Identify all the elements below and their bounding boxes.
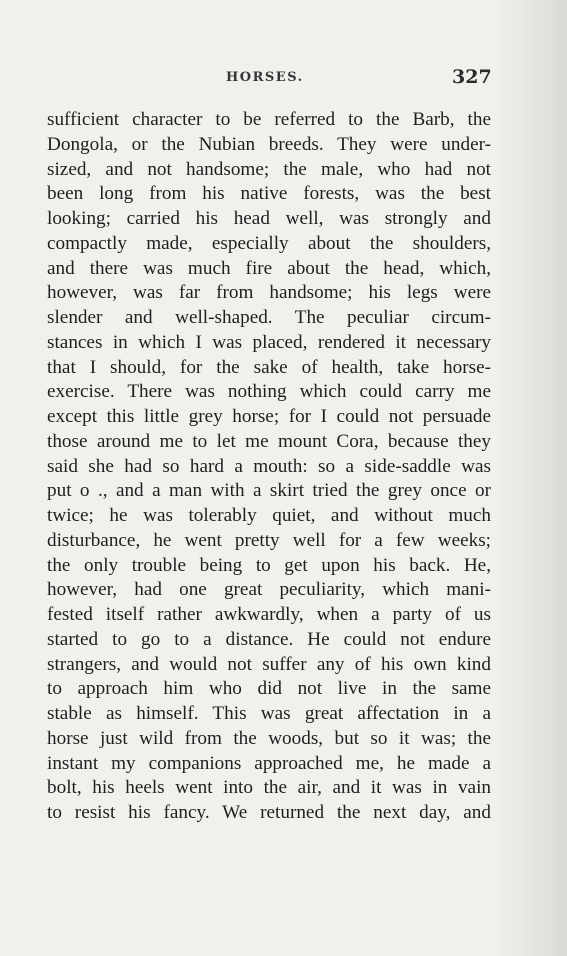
text-line: sized, and not handsome; the male, who had not: [47, 158, 491, 180]
text-line: instant my companions approached me, he made a: [47, 752, 491, 774]
text-line: horse just wild from the woods, but so it was; the: [47, 727, 491, 749]
page-number: 327: [452, 66, 492, 88]
text-line: those around me to let me mount Cora, because they: [47, 430, 491, 452]
text-line: the only trouble being to get upon his back. He,: [47, 554, 491, 576]
text-line: been long from his native forests, was the best: [47, 183, 491, 205]
text-line: to resist his fancy. We returned the next day, and: [47, 802, 491, 823]
text-line: said she had so hard a mouth: so a side-saddle was: [47, 455, 491, 477]
page-edge-shadow: [497, 0, 567, 956]
text-line: except this little grey horse; for I could not persuade: [47, 406, 491, 427]
running-head: [0, 66, 567, 90]
text-line: stances in which I was placed, rendered it necessary: [47, 331, 491, 353]
text-line: that I should, for the sake of health, take horse-: [47, 356, 491, 378]
text-line: bolt, his heels went into the air, and it was in vain: [47, 777, 491, 799]
text-line: started to go to a distance. He could not endure: [47, 628, 491, 650]
text-line: sufficient character to be referred to the Barb, the: [47, 109, 491, 130]
text-line: looking; carried his head well, was strongly and: [47, 208, 491, 229]
text-line: strangers, and would not suffer any of his own kind: [47, 653, 491, 675]
text-line: slender and well-shaped. The peculiar circum-: [47, 307, 491, 328]
text-line: disturbance, he went pretty well for a few weeks;: [47, 529, 491, 551]
text-line: however, had one great peculiarity, which mani-: [47, 579, 491, 601]
text-line: twice; he was tolerably quiet, and without much: [47, 505, 491, 526]
text-line: exercise. There was nothing which could carry me: [47, 381, 491, 403]
text-line: fested itself rather awkwardly, when a party of us: [47, 604, 491, 625]
running-head-title: HORSES.: [226, 70, 304, 85]
text-line: Dongola, or the Nubian breeds. They were under-: [47, 133, 491, 155]
text-line: put o ., and a man with a skirt tried the grey once or: [47, 480, 491, 502]
text-line: and there was much fire about the head, which,: [47, 257, 491, 279]
body-text: [47, 108, 491, 826]
text-line: to approach him who did not live in the same: [47, 678, 491, 700]
text-line: however, was far from handsome; his legs were: [47, 282, 491, 304]
text-line: compactly made, especially about the shoulders,: [47, 232, 491, 254]
text-line: stable as himself. This was great affectation in a: [47, 703, 491, 724]
